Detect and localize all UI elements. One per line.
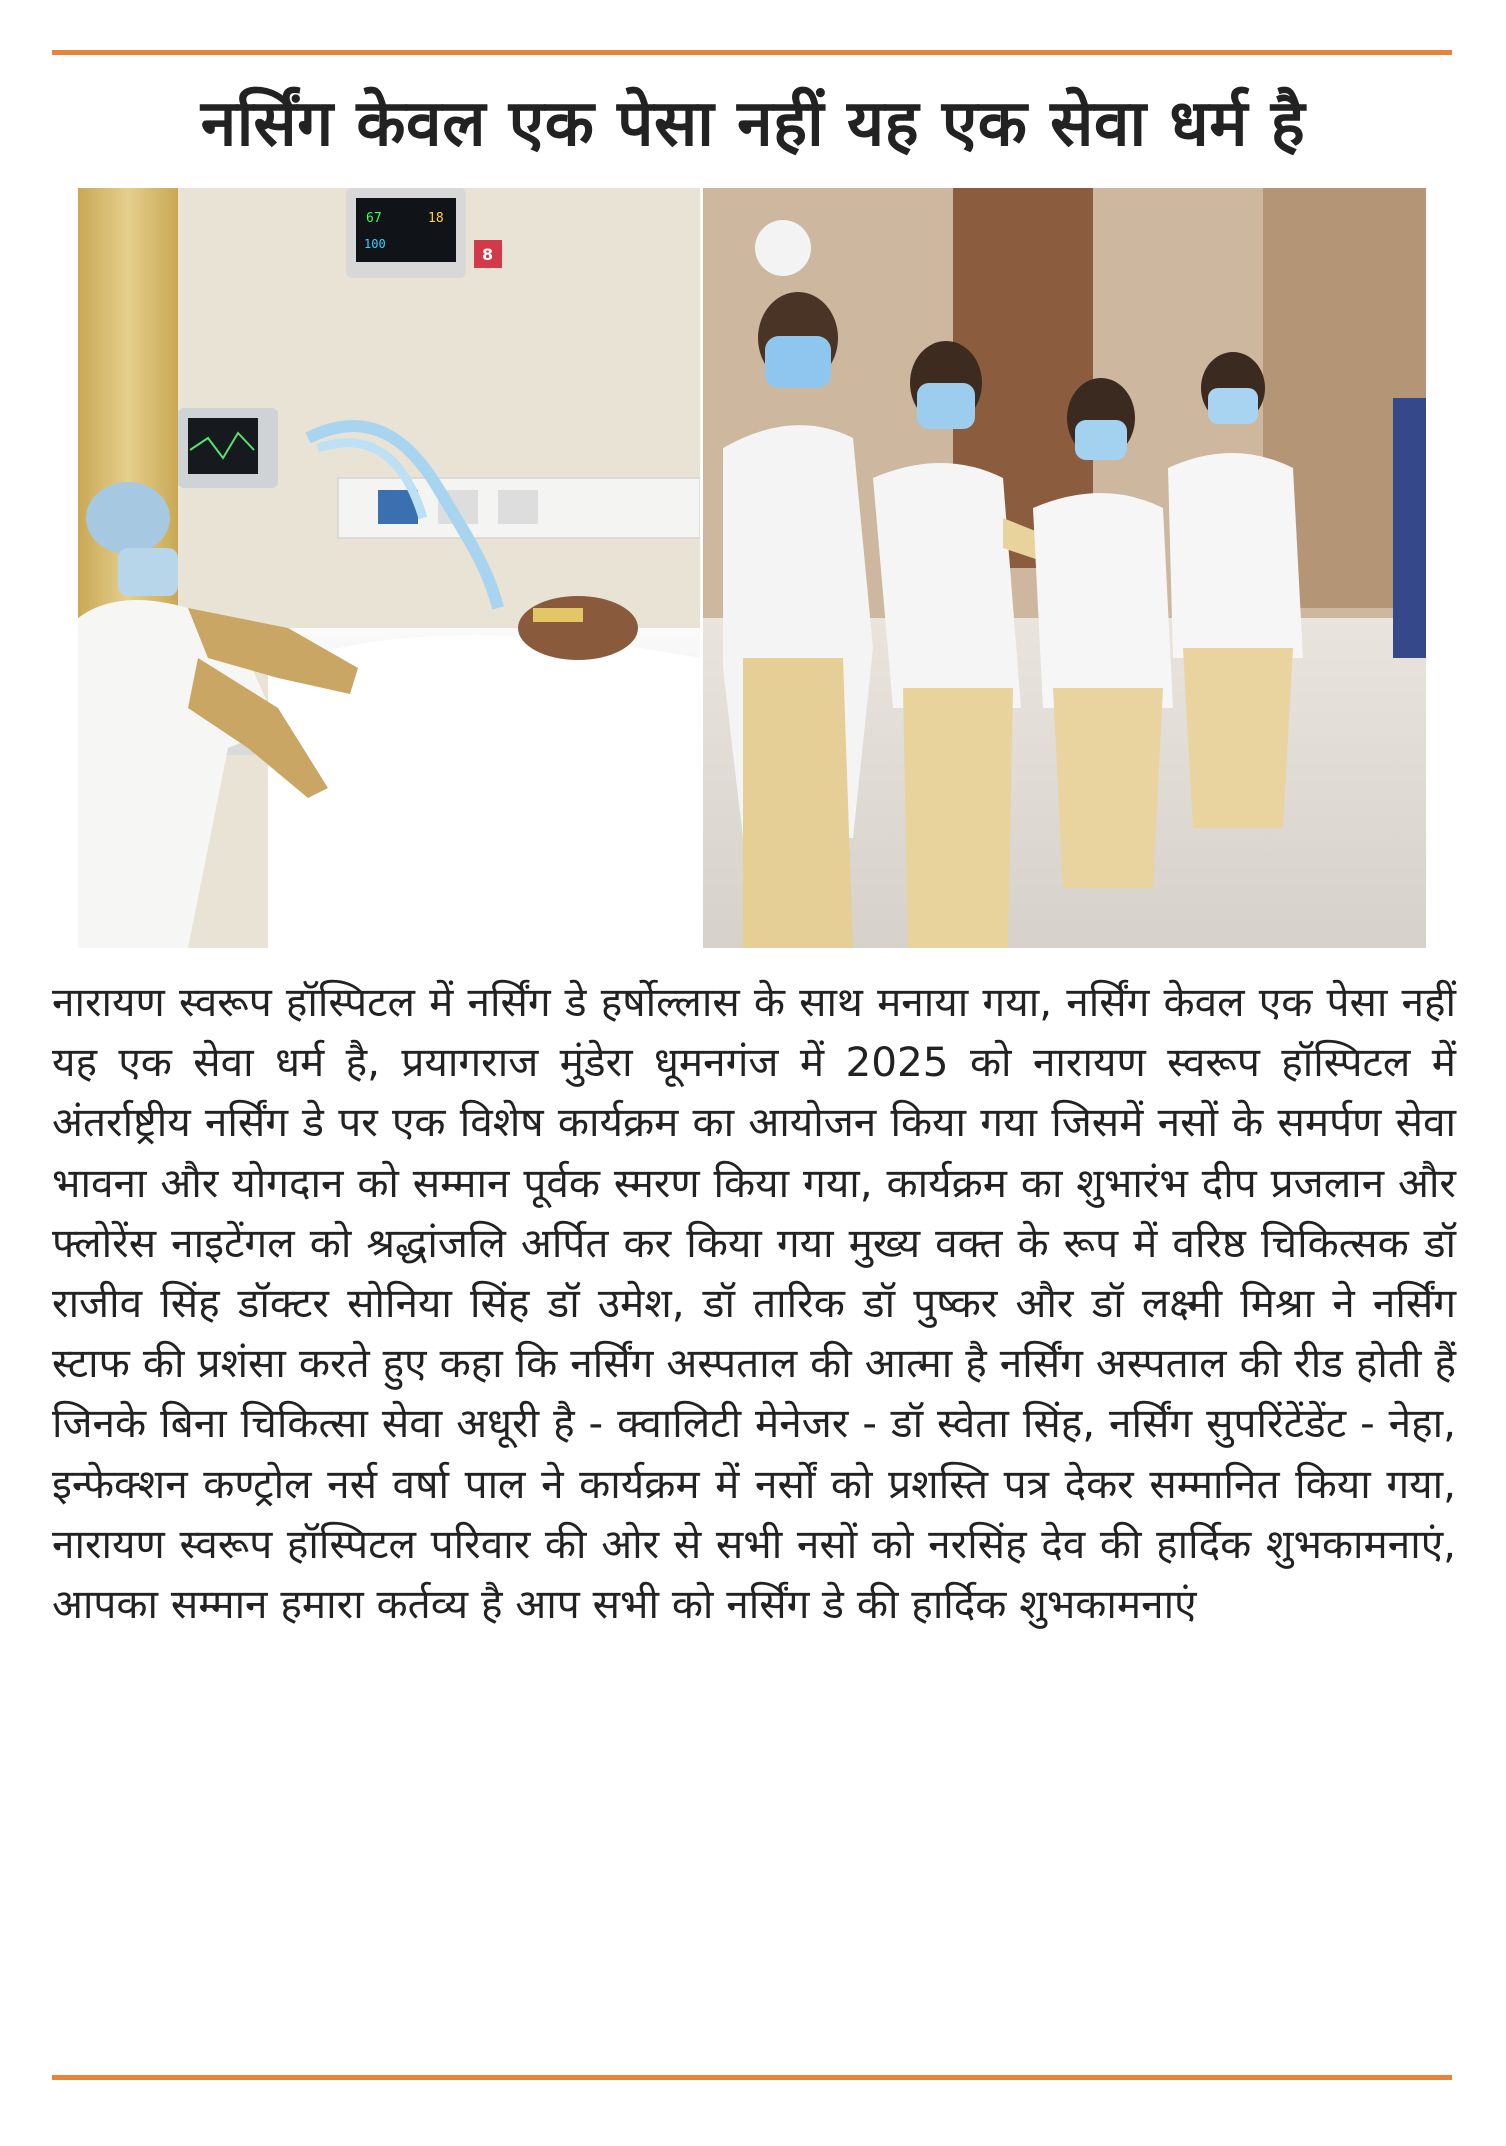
top-divider: [52, 50, 1452, 55]
monitor-reading-spo2: 100: [364, 237, 386, 251]
bed-number: 8: [482, 245, 494, 264]
nurses-dance-photo: [703, 188, 1426, 948]
monitor-reading-rr: 18: [428, 211, 444, 226]
headline: नर्सिंग केवल एक पेसा नहीं यह एक सेवा धर्म है: [200, 87, 1306, 161]
bottom-divider: [52, 2075, 1452, 2080]
photo-strip: [78, 188, 1426, 948]
icu-nurse-photo: [78, 188, 703, 948]
monitor-reading-hr: 67: [366, 211, 382, 226]
article-body: नारायण स्वरूप हॉस्पिटल में नर्सिंग डे हर्षोल्लास के साथ मनाया गया, नर्सिंग केवल एक पेसा नहीं यह एक सेवा धर्म है, प्रयागराज मुंडेरा धूमनगंज में 2025 को नारायण स्वरूप हॉस्पिटल में अंतर्राष्ट्रीय नर्सिंग डे पर एक विशेष कार्यक्रम का आयोजन किया गया जिसमें नसों के समर्पण सेवा भावना और योगदान को सम्मान पूर्वक स्मरण किया गया, कार्यक्रम का शुभारंभ दीप प्रजलान और फ्लोरेंस नाइटेंगल को श्रद्धांजलि अर्पित कर किया गया मुख्य वक्त के रूप में वरिष्ठ चिकित्सक डॉ राजीव सिंह डॉक्टर सोनिया सिंह डॉ उमेश, डॉ तारिक डॉ पुष्कर और डॉ लक्ष्मी मिश्रा ने नर्सिंग स्टाफ की प्रशंसा करते हुए कहा कि नर्सिंग अस्पताल की आत्मा है नर्सिंग अस्पताल की रीड होती हैं जिनके बिना चिकित्सा सेवा अधूरी है - क्वालिटी मेनेजर - डॉ स्वेता सिंह, नर्सिंग सुपरिंटेंडेंट - नेहा, इन्फेक्शन कण्ट्रोल नर्स वर्षा पाल ने कार्यक्रम में नर्सों को प्रशस्ति पत्र देकर सम्मानित किया गया, नारायण स्वरूप हॉस्पिटल परिवार की ओर से सभी नसों को नरसिंह देव की हार्दिक शुभकामनाएं, आपका सम्मान हमारा कर्तव्य है आप सभी को नर्सिंग डे की हार्दिक शुभकामनाएं: [52, 978, 1456, 1629]
nurses-dance-illustration: [703, 188, 1426, 948]
icu-nurse-illustration: [78, 188, 700, 948]
